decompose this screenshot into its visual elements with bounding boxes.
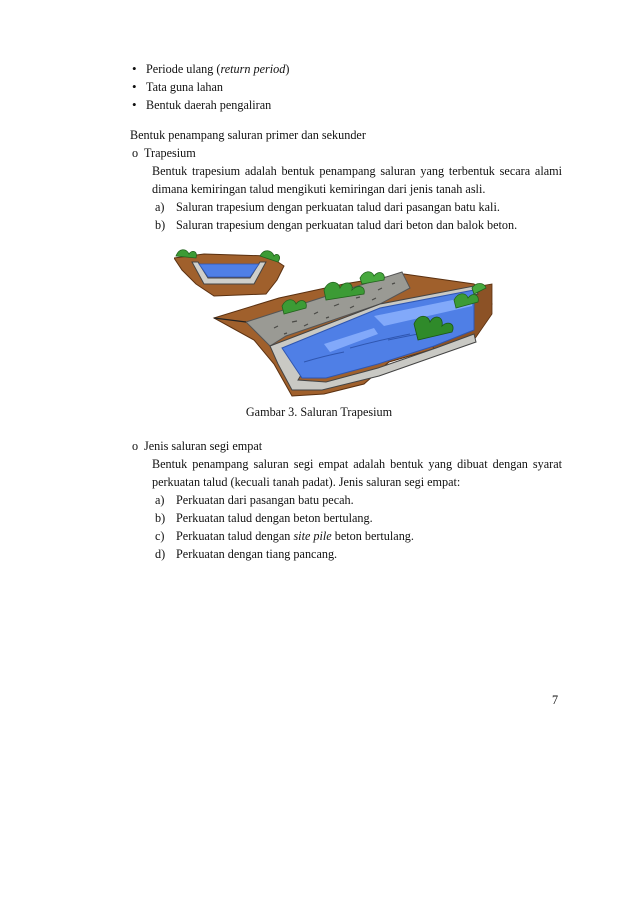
list-text-end: beton bertulang. — [331, 529, 414, 543]
bullet-item — [132, 60, 289, 78]
list-item — [155, 527, 414, 545]
list-text: Perkuatan dari pasangan batu pecah. — [176, 493, 354, 507]
circle-marker: o — [132, 439, 139, 453]
list-item — [155, 491, 354, 509]
page-number: 7 — [552, 693, 559, 707]
list-text: Saluran trapesium dengan perkuatan talud dari beton dan balok beton. — [176, 218, 518, 232]
list-italic-text: site pile — [293, 529, 332, 543]
small-channel-water — [199, 264, 259, 277]
circle-marker: o — [132, 146, 139, 160]
subsection-segi-empat — [132, 437, 262, 455]
trapesium-paragraph-line2: dimana kemiringan talud mengikuti kemiringan dari jenis tanah asli. — [152, 182, 486, 196]
list-label: a) — [155, 493, 165, 507]
list-text: Perkuatan talud dengan beton bertulang. — [176, 511, 373, 525]
bullet-text-end: ) — [285, 62, 290, 76]
section-heading: Bentuk penampang saluran primer dan sekunder — [130, 128, 366, 142]
list-item — [155, 216, 517, 234]
intro-bullet-list — [132, 60, 289, 114]
figure-caption: Gambar 3. Saluran Trapesium — [245, 405, 393, 419]
list-label: d) — [155, 547, 166, 561]
subsection-title: Trapesium — [144, 146, 196, 160]
bullet-italic-text: return period — [220, 62, 286, 76]
list-text: Saluran trapesium dengan perkuatan talud dari pasangan batu kali. — [176, 200, 500, 214]
bullet-text: Periode ulang ( — [146, 62, 221, 76]
list-label: c) — [155, 529, 165, 543]
list-label: b) — [155, 511, 166, 525]
trapesium-paragraph-line1: Bentuk trapesium adalah bentuk penampang saluran yang terbentuk secara alami — [152, 164, 562, 178]
list-item — [155, 545, 337, 563]
list-item — [155, 198, 500, 216]
subsection-title: Jenis saluran segi empat — [144, 439, 263, 453]
list-label: a) — [155, 200, 165, 214]
bullet-text: Tata guna lahan — [146, 80, 223, 94]
segi-empat-paragraph-line1: Bentuk penampang saluran segi empat adalah bentuk yang dibuat dengan syarat — [152, 457, 562, 471]
list-text: Perkuatan talud dengan — [176, 529, 294, 543]
subsection-trapesium — [132, 144, 196, 162]
list-text: Perkuatan dengan tiang pancang. — [176, 547, 338, 561]
list-item — [155, 509, 373, 527]
bullet-item — [132, 96, 289, 114]
list-label: b) — [155, 218, 166, 232]
bullet-text: Bentuk daerah pengaliran — [146, 98, 272, 112]
segi-empat-paragraph-line2: perkuatan talud (kecuali tanah padat). Jenis saluran segi empat: — [152, 475, 461, 489]
trapezoid-channel-illustration — [174, 244, 496, 400]
bullet-item — [132, 78, 289, 96]
